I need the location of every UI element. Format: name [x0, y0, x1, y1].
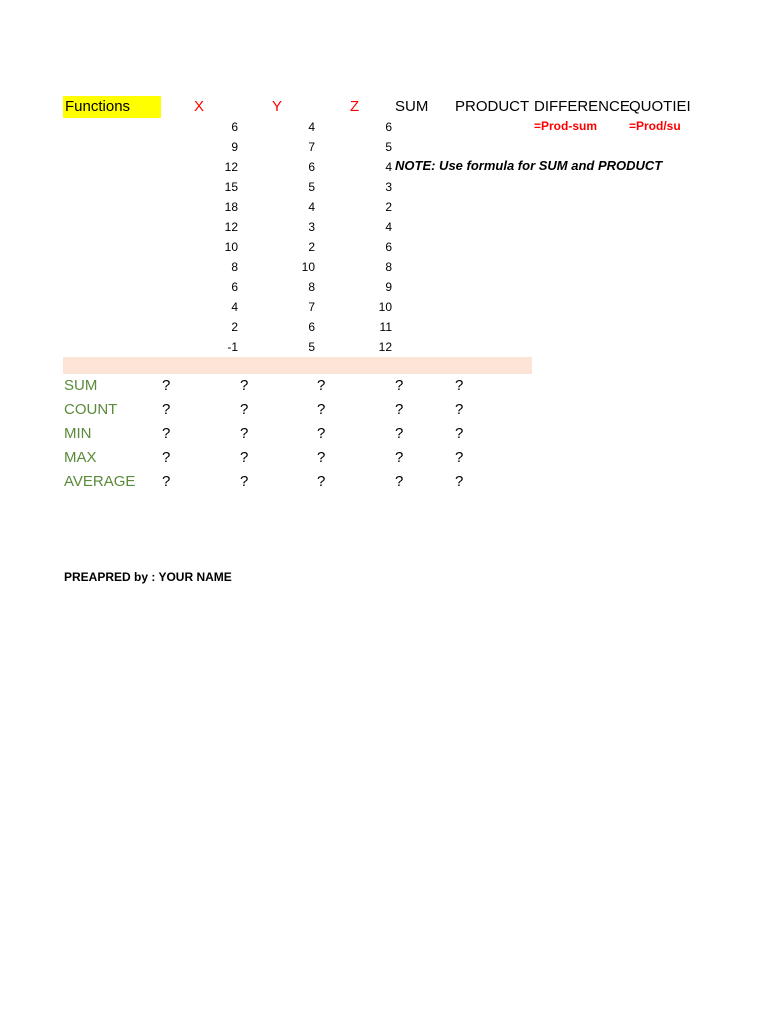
y-cell[interactable]: 10 — [301, 260, 315, 274]
z-cell[interactable]: 10 — [378, 300, 392, 314]
z-cell[interactable]: 4 — [385, 220, 392, 234]
y-cell[interactable]: 4 — [308, 120, 315, 134]
stat-value-cell[interactable]: ? — [240, 401, 249, 418]
y-cell[interactable]: 6 — [308, 320, 315, 334]
stat-value-cell[interactable]: ? — [395, 473, 404, 490]
stat-value-cell[interactable]: ? — [162, 473, 171, 490]
stat-value-cell[interactable]: ? — [455, 377, 464, 394]
z-cell[interactable]: 5 — [385, 140, 392, 154]
sum-header[interactable]: SUM — [395, 98, 429, 115]
y-cell[interactable]: 7 — [308, 300, 315, 314]
z-cell[interactable]: 6 — [385, 120, 392, 134]
x-cell[interactable]: 12 — [224, 160, 238, 174]
x-cell[interactable]: 4 — [231, 300, 238, 314]
y-cell[interactable]: 4 — [308, 200, 315, 214]
y-cell[interactable]: 5 — [308, 340, 315, 354]
x-cell[interactable]: 15 — [224, 180, 238, 194]
stat-value-cell[interactable]: ? — [455, 449, 464, 466]
formula-note[interactable]: NOTE: Use formula for SUM and PRODUCT — [395, 158, 663, 173]
stat-value-cell[interactable]: ? — [240, 377, 249, 394]
stat-value-cell[interactable]: ? — [240, 449, 249, 466]
z-cell[interactable]: 2 — [385, 200, 392, 214]
stat-label-count[interactable]: COUNT — [64, 401, 118, 418]
stat-label-sum[interactable]: SUM — [64, 377, 98, 394]
stat-value-cell[interactable]: ? — [317, 401, 326, 418]
difference-header[interactable]: DIFFERENCE — [534, 98, 630, 115]
stat-value-cell[interactable]: ? — [240, 473, 249, 490]
stat-value-cell[interactable]: ? — [455, 401, 464, 418]
stat-label-min[interactable]: MIN — [64, 425, 92, 442]
stat-value-cell[interactable]: ? — [162, 425, 171, 442]
x-cell[interactable]: 6 — [231, 280, 238, 294]
z-cell[interactable]: 8 — [385, 260, 392, 274]
x-cell[interactable]: 8 — [231, 260, 238, 274]
functions-header-cell[interactable]: Functions — [63, 96, 161, 118]
stat-value-cell[interactable]: ? — [395, 377, 404, 394]
x-cell[interactable]: 18 — [224, 200, 238, 214]
y-cell[interactable]: 8 — [308, 280, 315, 294]
y-header[interactable]: Y — [272, 98, 283, 115]
y-cell[interactable]: 6 — [308, 160, 315, 174]
product-header[interactable]: PRODUCT — [455, 98, 530, 115]
quotient-formula[interactable]: =Prod/su — [629, 119, 681, 133]
y-cell[interactable]: 3 — [308, 220, 315, 234]
stat-value-cell[interactable]: ? — [395, 425, 404, 442]
stat-value-cell[interactable]: ? — [455, 473, 464, 490]
separator-band — [63, 357, 532, 374]
y-cell[interactable]: 5 — [308, 180, 315, 194]
stat-label-average[interactable]: AVERAGE — [64, 473, 136, 490]
stat-value-cell[interactable]: ? — [317, 449, 326, 466]
stat-value-cell[interactable]: ? — [455, 425, 464, 442]
x-cell[interactable]: 6 — [231, 120, 238, 134]
stat-value-cell[interactable]: ? — [162, 401, 171, 418]
stat-value-cell[interactable]: ? — [162, 449, 171, 466]
prepared-by[interactable]: PREAPRED by : YOUR NAME — [64, 570, 232, 584]
stat-value-cell[interactable]: ? — [317, 425, 326, 442]
x-cell[interactable]: 12 — [224, 220, 238, 234]
z-cell[interactable]: 4 — [385, 160, 392, 174]
z-cell[interactable]: 9 — [385, 280, 392, 294]
z-header[interactable]: Z — [350, 98, 360, 115]
stat-value-cell[interactable]: ? — [317, 473, 326, 490]
x-cell[interactable]: -1 — [227, 340, 238, 354]
x-cell[interactable]: 9 — [231, 140, 238, 154]
y-cell[interactable]: 2 — [308, 240, 315, 254]
z-cell[interactable]: 3 — [385, 180, 392, 194]
stat-value-cell[interactable]: ? — [395, 449, 404, 466]
y-cell[interactable]: 7 — [308, 140, 315, 154]
stat-value-cell[interactable]: ? — [395, 401, 404, 418]
stat-label-max[interactable]: MAX — [64, 449, 97, 466]
x-header[interactable]: X — [194, 98, 205, 115]
x-cell[interactable]: 10 — [224, 240, 238, 254]
difference-formula[interactable]: =Prod-sum — [534, 119, 598, 133]
z-cell[interactable]: 11 — [379, 320, 392, 334]
stat-value-cell[interactable]: ? — [162, 377, 171, 394]
z-cell[interactable]: 6 — [385, 240, 392, 254]
z-cell[interactable]: 12 — [378, 340, 392, 354]
stat-value-cell[interactable]: ? — [317, 377, 326, 394]
stat-value-cell[interactable]: ? — [240, 425, 249, 442]
x-cell[interactable]: 2 — [231, 320, 238, 334]
quotient-header[interactable]: QUOTIEI — [629, 98, 691, 115]
